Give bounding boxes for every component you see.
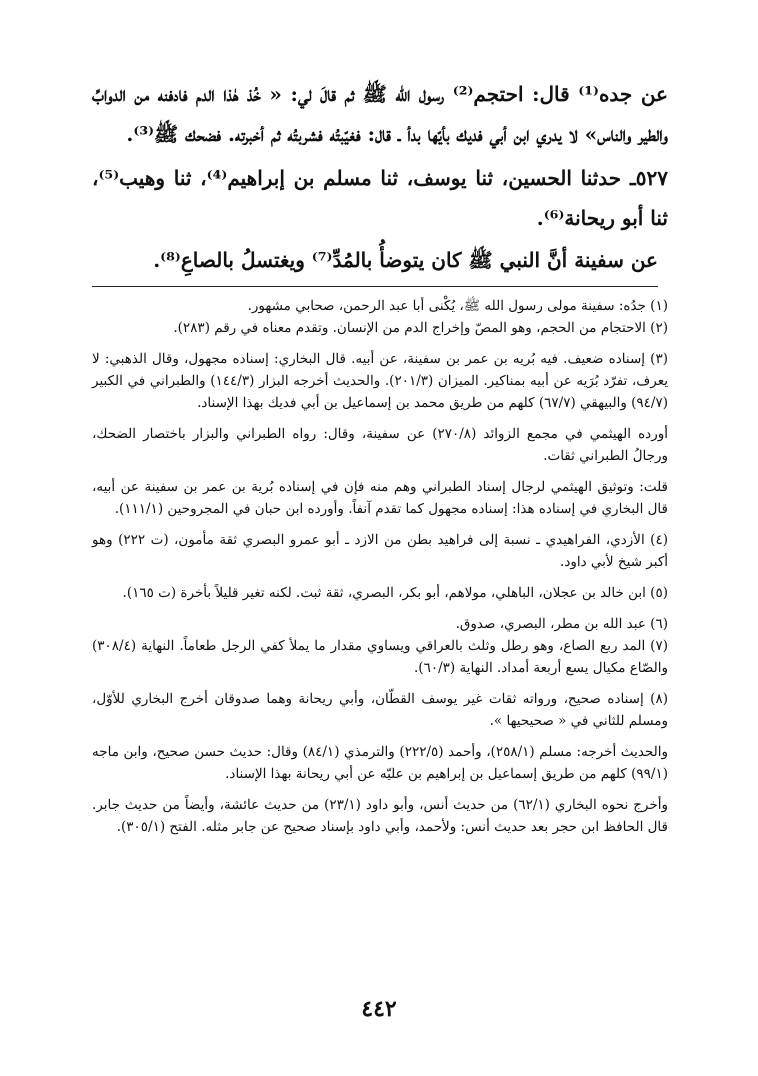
footnote: (٨) إسناده صحيح، ورواته ثقات غير يوسف القطّان، وأبي ريحانة وهما صدوقان أخرج البخاري للأوّل، ومسلم للثاني في « صحيحيها ». (92, 691, 668, 729)
footnote: (٧) المد ربع الصاع، وهو رطل وثلث بالعراقي ويساوي مقدار ما يملأ كفي الرجل طعاماً. النهاية (٣٠٨/٤) والصّاع مكيال يسع أربعة أمداد. النهاية (٦٠/٣). (92, 638, 668, 676)
page-number: ٤٤٢ (361, 996, 397, 1022)
footnote: (٦) عبد الله بن مطر، البصري، صدوق. (455, 616, 668, 632)
footnote: (٥) ابن خالد بن عجلان، الباهلي، مولاهم، أبو بكر، البصري، ثقة ثبت. لكنه تغير قليلاً بأخرة (ت ١٦٥). (122, 585, 668, 601)
footnote: والحديث أخرجه: مسلم (٢٥٨/١)، وأحمد (٢٢٢/٥) والترمذي (٨٤/١) وقال: حديث حسن صحيح، وابن ماجه (٩٩/١) كلهم من طريق إسماعيل بن إبراهيم بن عليّه عن أبي ريحانة بهذا الإسناد. (92, 744, 669, 782)
hadith-526-text: عن جده⁽¹⁾ قال: احتجم⁽²⁾ رسول الله ﷺ ثم قالَ لي: « خُذ هٰذا الدم فادفنه من الدوابِّ والطير والناس» لا يدري ابن أبي فديك بأيّها بدأ ـ قال: فغيّبتُه فشربتُه ثم أخبرته. فضحك ﷺ⁽³⁾. (92, 82, 668, 146)
footnote: (٢) الاحتجام من الحجم، وهو المصّ وإخراج الدم من الإنسان. وتقدم معناه في رقم (٢٨٣). (173, 320, 668, 336)
footnote: قلت: وتوثيق الهيثمي لرجال إسناد الطبراني وهم منه فإن في إسناده بُرية بن عمر بن سفينة عن أبيه، قال البخاري في إسناده هذا: إسناده مجهول كما تقدم آنفاً. وأورده ابن حبان في المجروحين (١١١/١). (92, 479, 668, 517)
hadith-527-matn: عن سفينة أنَّ النبي ﷺ كان يتوضأُ بالمُدِّ⁽⁷⁾ ويغتسلُ بالصاعِ⁽⁸⁾. (92, 240, 658, 287)
footnotes (92, 295, 668, 838)
footnote: (١) جدُه: سفينة مولى رسول الله ﷺ، يُكْنى أبا عبد الرحمن، صحابي مشهور. (247, 298, 668, 314)
footnote: وأخرج نحوه البخاري (٦٢/١) من حديث أنس، وأبو داود (٢٣/١) من حديث عائشة، وأيضاً من حديث جابر. قال الحافظ ابن حجر بعد حديث أنس: ولأحمد، وأبي داود بإسناد صحيح عن جابر مثله. الفتح (٣٠٥/١). (92, 797, 668, 835)
footnote: (٣) إسناده ضعيف. فيه بُريه بن عمر بن سفينة، عن أبيه. قال البخاري: إسناده مجهول، وقال الذهبي: لا يعرف، تفرّد بُرَيه عن أبيه بمناكير. الميزان (٢٠١/٣). والحديث أخرجه البزار (١٤٤/٣) والطبراني في الكبير (٩٤/٧) والبيهقي (٦٧/٧) كلهم من طريق محمد بن إسماعيل بن أبي فديك بهذا الإسناد. (92, 351, 668, 411)
footnote: (٤) الأزدي، الفراهيدي ـ نسبة إلى فراهيد بطن من الازد ـ أبو عمرو البصري ثقة مأمون، (ت ٢٢٢) وهو أكبر شيخ لأبي داود. (92, 532, 668, 570)
hadith-527-isnad: ٥٢٧ـ حدثنا الحسين، ثنا يوسف، ثنا مسلم بن إبراهيم⁽⁴⁾، ثنا وهيب⁽⁵⁾، ثنا أبو ريحانة⁽⁶⁾. (92, 166, 668, 230)
footnote: أورده الهيثمي في مجمع الزوائد (٢٧٠/٨) عن سفينة، وقال: رواه الطبراني والبزار باختصار الضحك، ورجالُ الطبراني ثقات. (92, 426, 668, 464)
main-text (92, 74, 668, 287)
